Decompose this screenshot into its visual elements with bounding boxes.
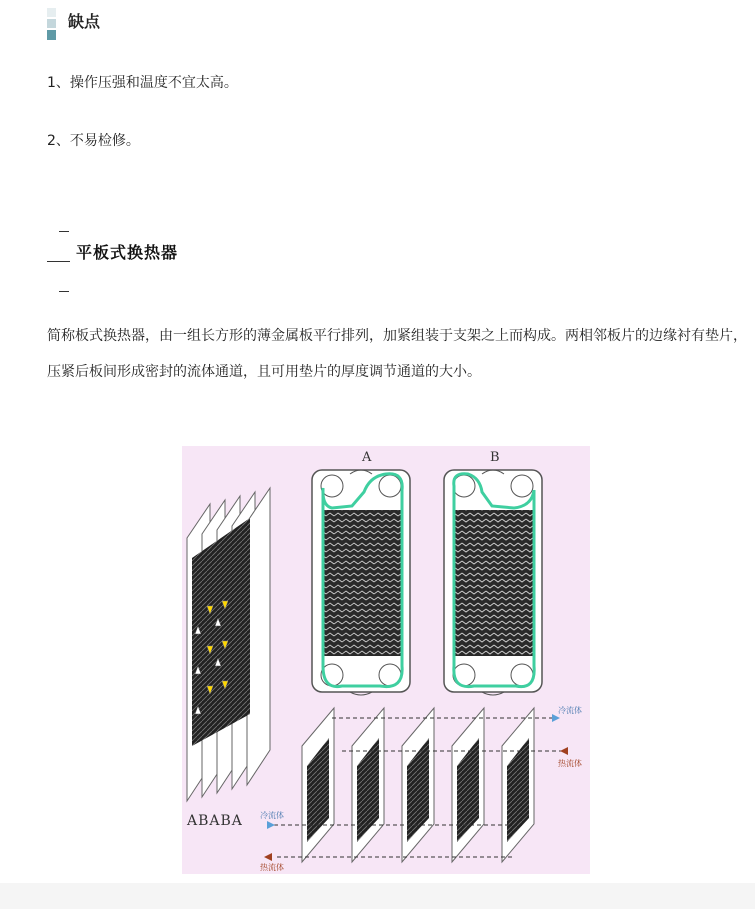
plate-b: [444, 450, 542, 695]
list-item: 1、操作压强和温度不宜太高。: [47, 75, 238, 91]
plate-heat-exchanger-diagram: [182, 446, 590, 874]
hot-fluid-label-bottom: 热流体: [260, 863, 284, 872]
section-title-plate-heat-exchanger: 平板式换热器: [76, 243, 179, 262]
hot-fluid-label-top: 热流体: [558, 759, 582, 768]
plate-stack: [186, 488, 270, 829]
cold-fluid-label-bottom: 冷流体: [260, 811, 284, 820]
plate-b-label: B: [490, 450, 500, 465]
cold-fluid-label-top: 冷流体: [558, 706, 582, 715]
heading-decoration: [59, 231, 69, 232]
section-title-disadvantages: 缺点: [68, 12, 101, 31]
description-paragraph: 简称板式换热器，由一组长方形的薄金属板平行排列，加紧组装于支架之上而构成。两相邻板片的边缘衬有垫片，压紧后板间形成密封的流体通道，且可用垫片的厚度调节通道的大小。: [47, 328, 747, 380]
section-marker: [47, 8, 56, 17]
list-item: 2、不易检修。: [47, 133, 140, 149]
heading-decoration: [47, 261, 70, 262]
section-marker: [47, 30, 56, 40]
stack-label: ABABA: [187, 813, 243, 829]
heading-decoration: [59, 291, 69, 292]
plate-a: [312, 450, 410, 695]
section-marker: [47, 19, 56, 28]
plate-a-label: A: [362, 450, 372, 465]
plate-sequence: [260, 705, 582, 872]
footer-bar: [0, 883, 755, 909]
